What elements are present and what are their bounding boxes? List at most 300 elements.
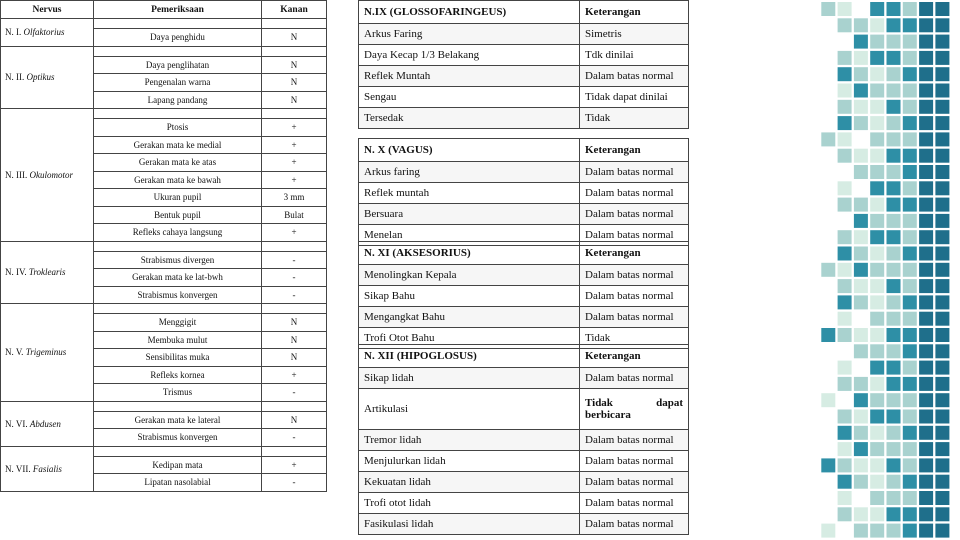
decor-square — [838, 458, 852, 472]
decor-square — [854, 524, 868, 538]
decor-square — [870, 410, 884, 424]
exam-cell: Sikap Bahu — [359, 286, 580, 307]
result-cell: Dalam batas normal — [580, 204, 689, 225]
exam-cell: Lapang pandang — [94, 91, 262, 109]
decor-square — [935, 2, 949, 16]
group-spacer-row — [1, 401, 327, 411]
cranial-nerve-table — [0, 0, 327, 492]
decor-square — [821, 2, 835, 16]
nerve-name-cell — [1, 401, 94, 446]
result-cell: Tidak — [580, 108, 689, 129]
exam-cell: Gerakan mata ke lateral — [94, 411, 262, 429]
nerve-name: Abdusen — [29, 418, 61, 429]
decor-square — [854, 100, 868, 114]
decor-square — [935, 132, 949, 146]
header-keterangan: Keterangan — [580, 1, 689, 24]
table-row — [359, 24, 689, 45]
decor-square — [919, 507, 933, 521]
decor-square — [919, 18, 933, 32]
decor-square — [935, 507, 949, 521]
decor-square — [838, 442, 852, 456]
decor-square — [919, 100, 933, 114]
empty-cell — [94, 446, 262, 456]
decor-square — [935, 344, 949, 358]
decor-square — [903, 181, 917, 195]
decor-square — [887, 393, 901, 407]
decor-square — [935, 230, 949, 244]
decor-square — [870, 198, 884, 212]
decor-square — [821, 263, 835, 277]
decor-square — [935, 295, 949, 309]
header-pemeriksaan: Pemeriksaan — [94, 1, 262, 19]
decor-square — [919, 377, 933, 391]
table-header-row — [359, 1, 689, 24]
table-row — [359, 286, 689, 307]
table-row — [359, 183, 689, 204]
decor-square — [903, 198, 917, 212]
result-cell: - — [262, 384, 327, 402]
group-spacer-row — [1, 304, 327, 314]
empty-cell — [94, 401, 262, 411]
decor-square — [854, 35, 868, 49]
decor-square — [919, 181, 933, 195]
empty-cell — [262, 446, 327, 456]
decor-square — [919, 132, 933, 146]
nerve-table — [358, 344, 689, 535]
decor-square — [887, 149, 901, 163]
table-header-row — [1, 1, 327, 19]
nerve-name-cell — [1, 241, 94, 304]
decor-square — [887, 263, 901, 277]
result-cell: Dalam batas normal — [580, 493, 689, 514]
decor-square — [935, 279, 949, 293]
empty-cell — [262, 46, 327, 56]
decor-square — [887, 524, 901, 538]
exam-cell: Menggigit — [94, 314, 262, 332]
decor-square — [935, 181, 949, 195]
decor-square — [870, 149, 884, 163]
decor-square — [935, 491, 949, 505]
result-cell: + — [262, 154, 327, 172]
exam-cell: Gerakan mata ke bawah — [94, 171, 262, 189]
exam-cell: Refleks cahaya langsung — [94, 224, 262, 242]
empty-cell — [94, 46, 262, 56]
empty-cell — [94, 109, 262, 119]
decor-square — [854, 198, 868, 212]
decor-square — [903, 247, 917, 261]
decor-square — [935, 328, 949, 342]
decor-square — [854, 51, 868, 65]
decor-square — [870, 491, 884, 505]
result-cell: + — [262, 136, 327, 154]
decor-square — [854, 410, 868, 424]
decor-square — [870, 67, 884, 81]
result-cell: Dalam batas normal — [580, 472, 689, 493]
exam-cell: Menelan — [359, 225, 580, 246]
nerve-name: Troklearis — [28, 267, 66, 278]
decor-square — [903, 344, 917, 358]
decor-square — [903, 132, 917, 146]
result-cell: - — [262, 269, 327, 287]
articulation-word: Tidak — [585, 397, 613, 409]
decor-square — [838, 361, 852, 375]
decor-square — [854, 230, 868, 244]
decor-square — [838, 198, 852, 212]
decor-square — [919, 230, 933, 244]
exam-cell: Kekuatan lidah — [359, 472, 580, 493]
decor-square — [821, 393, 835, 407]
decor-square — [870, 116, 884, 130]
table-row — [359, 87, 689, 108]
decor-square — [903, 67, 917, 81]
decorative-square-grid — [800, 0, 960, 540]
decor-square — [838, 263, 852, 277]
exam-cell: Sensibilitas muka — [94, 349, 262, 367]
result-cell: Dalam batas normal — [580, 225, 689, 246]
decor-square — [870, 393, 884, 407]
decor-square — [870, 35, 884, 49]
decor-square — [887, 214, 901, 228]
decor-square — [887, 507, 901, 521]
decor-square — [903, 2, 917, 16]
decor-square — [870, 214, 884, 228]
result-cell: - — [262, 474, 327, 492]
decor-square — [903, 35, 917, 49]
result-cell: Tdk dinilai — [580, 45, 689, 66]
decor-square — [887, 475, 901, 489]
nerve-name-cell — [1, 19, 94, 47]
decor-square — [838, 312, 852, 326]
decor-square — [870, 2, 884, 16]
nerve-name: Fasialis — [32, 463, 62, 474]
decor-square — [854, 279, 868, 293]
result-cell: + — [262, 366, 327, 384]
decor-square — [887, 410, 901, 424]
decor-square — [838, 149, 852, 163]
decor-square — [854, 263, 868, 277]
table-header-row — [359, 139, 689, 162]
result-cell: + — [262, 119, 327, 137]
decor-square — [887, 100, 901, 114]
empty-cell — [262, 241, 327, 251]
result-cell: Dalam batas normal — [580, 514, 689, 535]
table-header-row — [359, 242, 689, 265]
decor-square — [887, 442, 901, 456]
articulation-line — [585, 397, 683, 409]
exam-cell: Tremor lidah — [359, 430, 580, 451]
decor-square — [903, 214, 917, 228]
group-spacer-row — [1, 46, 327, 56]
table-header-row — [359, 345, 689, 368]
table-row — [359, 389, 689, 430]
decor-square — [870, 361, 884, 375]
result-cell: Dalam batas normal — [580, 451, 689, 472]
nerve-name: Trigeminus — [25, 347, 67, 358]
result-cell: Bulat — [262, 206, 327, 224]
nerve-number: N. VII. — [5, 463, 31, 474]
decor-square — [821, 328, 835, 342]
decor-square — [903, 295, 917, 309]
decor-square — [935, 67, 949, 81]
decor-square — [838, 100, 852, 114]
decor-square — [838, 295, 852, 309]
result-cell: + — [262, 224, 327, 242]
decor-square — [854, 149, 868, 163]
exam-cell: Tersedak — [359, 108, 580, 129]
empty-cell — [262, 304, 327, 314]
result-cell: 3 mm — [262, 189, 327, 207]
nerve-name-cell — [1, 109, 94, 242]
table-row — [359, 493, 689, 514]
exam-cell: Ukuran pupil — [94, 189, 262, 207]
result-cell: - — [262, 251, 327, 269]
decor-square — [887, 361, 901, 375]
decor-square — [919, 279, 933, 293]
decor-square — [919, 214, 933, 228]
exam-cell: Refleks kornea — [94, 366, 262, 384]
decor-square — [919, 247, 933, 261]
decor-square — [919, 165, 933, 179]
exam-cell: Reflek Muntah — [359, 66, 580, 87]
result-cell: N — [262, 56, 327, 74]
decor-square — [919, 442, 933, 456]
decor-square — [935, 377, 949, 391]
header-nervus: Nervus — [1, 1, 94, 19]
exam-cell: Trofi Otot Bahu — [359, 328, 580, 349]
exam-cell: Ptosis — [94, 119, 262, 137]
result-cell: N — [262, 349, 327, 367]
nerve-name-cell — [1, 46, 94, 109]
empty-cell — [262, 401, 327, 411]
table-row — [359, 265, 689, 286]
nerve-number: N. I. — [5, 27, 22, 38]
decor-square — [838, 67, 852, 81]
decor-square — [870, 442, 884, 456]
decor-square — [854, 295, 868, 309]
decor-square — [854, 116, 868, 130]
decor-square — [870, 524, 884, 538]
decor-square — [887, 312, 901, 326]
decor-square — [903, 312, 917, 326]
exam-cell: Reflek muntah — [359, 183, 580, 204]
exam-cell: Gerakan mata ke atas — [94, 154, 262, 172]
decor-square — [903, 328, 917, 342]
decor-square — [919, 393, 933, 407]
decor-square — [854, 507, 868, 521]
decor-square — [935, 393, 949, 407]
decor-square — [838, 181, 852, 195]
nerve-table — [358, 241, 689, 349]
decor-square — [903, 263, 917, 277]
decor-square — [887, 116, 901, 130]
decor-square — [838, 328, 852, 342]
nerve-name-cell — [1, 446, 94, 491]
decor-square — [919, 312, 933, 326]
result-cell: N — [262, 411, 327, 429]
decor-square — [838, 116, 852, 130]
decor-square — [919, 361, 933, 375]
decor-square — [821, 524, 835, 538]
exam-cell: Bersuara — [359, 204, 580, 225]
nerve-number: N. VI. — [5, 418, 28, 429]
decor-square — [935, 410, 949, 424]
decor-square — [854, 475, 868, 489]
decor-square — [903, 361, 917, 375]
decor-square — [903, 507, 917, 521]
decor-square — [919, 116, 933, 130]
decor-square — [821, 132, 835, 146]
table-row — [359, 430, 689, 451]
exam-cell: Daya penghidu — [94, 29, 262, 47]
nerve-table — [358, 0, 689, 129]
decor-square — [870, 507, 884, 521]
decor-square — [919, 344, 933, 358]
decor-square — [870, 100, 884, 114]
exam-cell: Trismus — [94, 384, 262, 402]
decor-square — [903, 393, 917, 407]
result-cell: + — [262, 456, 327, 474]
exam-cell: Bentuk pupil — [94, 206, 262, 224]
decor-square — [935, 475, 949, 489]
decor-square — [870, 295, 884, 309]
decor-square — [838, 18, 852, 32]
decor-square — [935, 458, 949, 472]
decor-square — [919, 67, 933, 81]
result-cell: - — [262, 286, 327, 304]
nerve-name-cell — [1, 304, 94, 402]
decor-square — [854, 214, 868, 228]
result-cell: N — [262, 29, 327, 47]
result-cell: N — [262, 314, 327, 332]
decor-square — [903, 84, 917, 98]
decor-square — [838, 2, 852, 16]
decor-square — [870, 263, 884, 277]
decor-square — [854, 18, 868, 32]
decor-square — [919, 84, 933, 98]
decor-square — [919, 458, 933, 472]
exam-cell: Arkus Faring — [359, 24, 580, 45]
result-cell: Tidak — [580, 328, 689, 349]
exam-cell: Fasikulasi lidah — [359, 514, 580, 535]
decor-square — [919, 328, 933, 342]
decor-square — [903, 426, 917, 440]
decor-square — [887, 328, 901, 342]
decor-square — [935, 149, 949, 163]
header-kanan: Kanan — [262, 1, 327, 19]
result-cell: Dalam batas normal — [580, 183, 689, 204]
decor-square — [919, 198, 933, 212]
decor-square — [854, 393, 868, 407]
result-cell: Simetris — [580, 24, 689, 45]
decor-square — [854, 328, 868, 342]
decor-square — [903, 377, 917, 391]
result-cell: Dalam batas normal — [580, 286, 689, 307]
table-row — [359, 451, 689, 472]
exam-cell: Mengangkat Bahu — [359, 307, 580, 328]
table-row — [359, 108, 689, 129]
result-cell: Dalam batas normal — [580, 66, 689, 87]
decor-square — [887, 165, 901, 179]
decor-square — [935, 426, 949, 440]
group-spacer-row — [1, 446, 327, 456]
result-cell: N — [262, 331, 327, 349]
decor-square — [821, 458, 835, 472]
decor-square — [870, 181, 884, 195]
table-row — [359, 514, 689, 535]
nerve-name: Olfaktorius — [23, 27, 65, 38]
decor-square — [935, 361, 949, 375]
decor-square — [935, 18, 949, 32]
empty-cell — [94, 304, 262, 314]
decor-square — [903, 51, 917, 65]
articulation-word: berbicara — [585, 409, 631, 421]
decor-square — [887, 279, 901, 293]
table-row — [359, 368, 689, 389]
header-keterangan: Keterangan — [580, 345, 689, 368]
decor-square — [838, 426, 852, 440]
exam-cell: Menolingkan Kepala — [359, 265, 580, 286]
nerve-number: N. V. — [5, 347, 24, 358]
decor-square — [870, 279, 884, 293]
table-title: N.IX (GLOSSOFARINGEUS) — [359, 1, 580, 24]
decor-square — [870, 312, 884, 326]
decor-square — [919, 295, 933, 309]
decor-square — [854, 377, 868, 391]
table-row — [359, 204, 689, 225]
decor-square — [870, 230, 884, 244]
table-title: N. X (VAGUS) — [359, 139, 580, 162]
decor-square — [838, 507, 852, 521]
empty-cell — [94, 241, 262, 251]
decor-square — [919, 263, 933, 277]
decor-square — [870, 84, 884, 98]
decor-square — [919, 410, 933, 424]
decor-square — [870, 132, 884, 146]
decor-square — [887, 181, 901, 195]
decor-square — [854, 458, 868, 472]
table-title: N. XII (HIPOGLOSUS) — [359, 345, 580, 368]
decor-square — [935, 84, 949, 98]
nerve-number: N. IV. — [5, 267, 27, 278]
decor-square — [903, 475, 917, 489]
decor-square — [903, 491, 917, 505]
decor-square — [854, 344, 868, 358]
decor-square — [935, 35, 949, 49]
nerve-number: N. II. — [5, 72, 25, 83]
nerve-name: Optikus — [26, 72, 55, 83]
decor-square — [903, 524, 917, 538]
decor-square — [854, 247, 868, 261]
exam-cell: Daya Kecap 1/3 Belakang — [359, 45, 580, 66]
decor-square — [887, 198, 901, 212]
decor-square — [854, 84, 868, 98]
decor-square — [870, 18, 884, 32]
table-row — [359, 307, 689, 328]
exam-cell: Gerakan mata ke medial — [94, 136, 262, 154]
decor-square — [854, 442, 868, 456]
exam-cell: Pengenalan warna — [94, 74, 262, 92]
empty-cell — [262, 109, 327, 119]
nerve-number: N. III. — [5, 169, 28, 180]
decor-square — [887, 247, 901, 261]
decor-square — [887, 132, 901, 146]
decor-square — [870, 426, 884, 440]
exam-cell: Membuka mulut — [94, 331, 262, 349]
decor-square — [887, 426, 901, 440]
decor-square — [870, 51, 884, 65]
exam-cell: Sengau — [359, 87, 580, 108]
decor-square — [919, 491, 933, 505]
